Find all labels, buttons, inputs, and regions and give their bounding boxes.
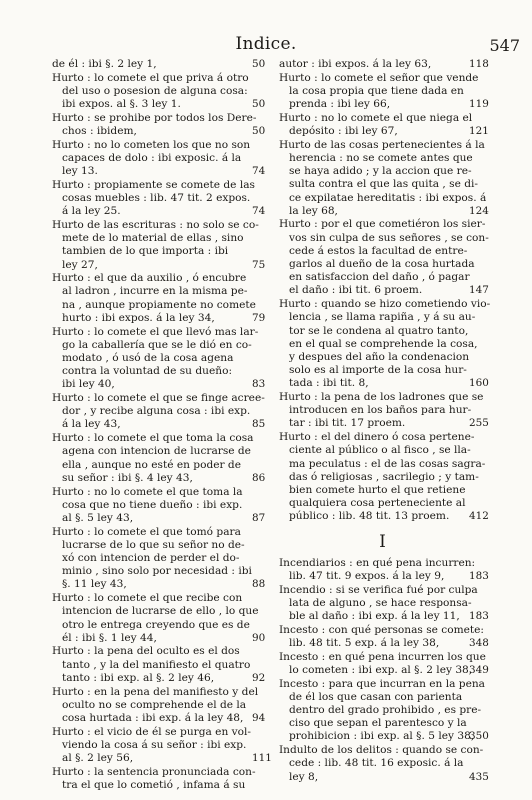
entry-text: lencia , se llama rapiña , y á su au-: [289, 311, 476, 324]
entry-text: prenda : ibi ley 66,: [289, 98, 391, 111]
page-reference: 88: [252, 578, 266, 591]
entry-line: [279, 770, 489, 784]
entry-text: al §. 2 ley 56,: [62, 752, 134, 765]
entry-line: [279, 637, 489, 650]
index-entry: [279, 58, 489, 71]
entry-line: [279, 192, 486, 205]
entry-text: en satisfaccion del daño , ó pagar: [289, 271, 470, 284]
index-entry: [279, 111, 489, 138]
entry-text: Incesto : para que incurran en la pena: [279, 677, 485, 690]
entry-text: tor se le condena al quatro tanto,: [289, 324, 469, 337]
entry-line: [279, 391, 486, 404]
entry-line: [279, 624, 486, 637]
entry-text: lo cometen : ibi exp. al §. 2 ley 38,: [289, 663, 473, 676]
page-reference: 350: [469, 730, 489, 743]
entry-text: Hurto : la sentencia pronunciada con-: [52, 765, 256, 778]
page-reference: 85: [252, 418, 266, 431]
entry-line: [52, 192, 265, 205]
entry-text: autor : ibi expos. á la ley 63,: [279, 58, 432, 70]
entry-line: [279, 364, 486, 377]
index-entry: [52, 766, 265, 792]
entry-text: prohibicion : ibi exp. al §. 5 ley 38,: [289, 730, 475, 743]
entry-line: [279, 458, 486, 471]
entry-text: Hurto : lo comete el que llevó mas lar-: [52, 325, 259, 338]
index-entry: [52, 526, 265, 592]
entry-text: introducen en los baños para hur-: [289, 404, 472, 417]
page-reference: 86: [252, 471, 266, 484]
entry-text: ciso que sepan el parentesco y la: [289, 717, 467, 730]
entry-text: ibi ley 40,: [62, 378, 115, 391]
entry-line: [279, 58, 489, 71]
entry-text: Incesto : en qué pena incurren los que: [279, 650, 486, 663]
entry-line: [279, 484, 486, 497]
entry-text: ble al daño : ibi exp. á la ley 11,: [289, 610, 460, 623]
entry-text: público : lib. 48 tit. 13 proem.: [289, 510, 450, 523]
entry-text: Hurto : no lo comete el que toma la: [52, 485, 243, 498]
index-entry: [52, 326, 265, 392]
index-entry: [279, 650, 489, 677]
entry-line: [52, 752, 272, 765]
index-entry: [279, 583, 489, 624]
entry-text: ley 27,: [62, 258, 98, 271]
entry-text: lata de alguno , se hace responsa-: [289, 596, 472, 609]
entry-line: [279, 125, 489, 138]
entry-text: bien comete hurto el que retiene: [289, 484, 466, 496]
entry-text: Incendio : si se verifica fué por culpa: [279, 583, 478, 596]
page-reference: 83: [252, 378, 266, 391]
entry-line: [52, 699, 265, 712]
index-entries-h-continued: [279, 58, 491, 524]
entry-text: dor , y recibe alguna cosa : ibi exp.: [62, 405, 251, 418]
entry-text: garlos al dueño de la cosa hurtada: [289, 258, 475, 271]
entry-text: lucrarse de lo que su señor no de-: [62, 538, 245, 551]
entry-line: [279, 610, 489, 623]
entry-line: [52, 592, 265, 605]
entry-line: [52, 232, 265, 245]
entry-line: [52, 139, 265, 152]
entry-line: [279, 597, 486, 610]
entry-text: se haya adido ; y la accion que re-: [289, 165, 472, 178]
entry-line: [52, 432, 265, 445]
entry-text: ley 13.: [62, 165, 98, 178]
entry-text: Hurto : no lo cometen los que no son: [52, 138, 251, 151]
entry-text: á la ley 25.: [62, 205, 121, 218]
entry-line: [279, 431, 486, 444]
entry-line: [52, 259, 265, 272]
entry-line: [279, 730, 489, 743]
entry-line: [52, 565, 265, 578]
index-entry: [52, 219, 265, 272]
entry-line: [279, 557, 486, 570]
entry-line: [279, 178, 486, 191]
page-reference: 412: [469, 510, 489, 523]
entry-text: lib. 47 tit. 9 expos. á la ley 9,: [289, 570, 445, 583]
page-reference: 50: [252, 125, 266, 138]
entry-line: [52, 72, 265, 85]
entry-line: [279, 744, 486, 757]
index-entry: [52, 179, 265, 219]
entry-line: [279, 231, 489, 245]
entry-text: su señor : ibi §. 4 ley 43,: [62, 471, 193, 484]
index-entry: [52, 272, 265, 325]
index-entry: [279, 298, 491, 390]
index-entry: [279, 744, 489, 784]
entry-line: [52, 125, 265, 138]
entry-line: [52, 98, 265, 111]
entry-text: Hurto : el que da auxilio , ó encubre: [52, 272, 247, 285]
entry-line: [52, 739, 265, 752]
entry-line: [279, 204, 489, 218]
page-reference: 94: [252, 711, 266, 724]
index-entry: [52, 58, 265, 71]
entry-text: Hurto : se prohibe por todos los Dere-: [52, 111, 257, 124]
index-entry: [279, 391, 489, 431]
entry-text: depósito : ibi ley 67,: [289, 125, 398, 138]
entry-text: lib. 48 tit. 5 exp. á la ley 38,: [289, 637, 440, 650]
entry-line: [52, 299, 265, 312]
entry-line: [52, 632, 265, 645]
entry-text: cede : lib. 48 tit. 16 exposic. á la: [289, 757, 464, 770]
entry-text: cosa que no tiene dueño : ibi exp.: [62, 498, 243, 511]
entry-line: [279, 112, 486, 125]
page-reference: 90: [252, 631, 266, 644]
index-column-right: [279, 58, 491, 784]
entry-text: sulta contra el que las quita , se di-: [289, 178, 478, 191]
index-entry: [279, 623, 489, 650]
entry-text: cede á estos la facultad de entre-: [289, 244, 468, 257]
page-reference: 124: [469, 204, 489, 217]
entry-text: minio , sino solo por necesidad : ibi: [62, 565, 252, 578]
index-entry: [279, 71, 489, 112]
page-reference: 160: [469, 377, 489, 390]
entry-text: al ladron , incurre en la misma pe-: [62, 285, 248, 298]
entry-text: tra el que lo cometió , infama á su: [62, 778, 246, 791]
entry-line: [52, 712, 265, 725]
entry-text: tar : ibi tit. 17 proem.: [289, 417, 406, 430]
entry-text: al §. 5 ley 43,: [62, 511, 134, 524]
entry-text: xó con intencion de perder el do-: [62, 552, 240, 565]
entry-text: Hurto de las escrituras : no solo se co-: [52, 218, 259, 231]
entry-line: [279, 72, 486, 85]
entry-text: Incendiarios : en qué pena incurren:: [279, 556, 476, 569]
entry-line: [279, 404, 486, 417]
entry-line: [52, 378, 265, 391]
entry-line: [279, 678, 486, 691]
entry-line: [52, 539, 265, 552]
entry-text: Hurto : el del dinero ó cosa pertene-: [279, 431, 475, 444]
index-entry: [52, 725, 272, 766]
entry-text: solo es al importe de la cosa hur-: [289, 364, 467, 377]
entry-line: [279, 417, 489, 430]
entry-line: [279, 717, 486, 730]
entry-line: [52, 459, 265, 472]
entry-text: otro le entrega creyendo que es de: [62, 618, 250, 631]
entry-text: de él : ibi §. 2 ley 1,: [52, 58, 157, 70]
index-entry: [52, 432, 265, 485]
entry-line: [279, 245, 486, 258]
entry-text: á la ley 43,: [62, 418, 121, 431]
index-column-left: [52, 58, 272, 793]
entry-text: Hurto : por el que cometiéron los sier-: [279, 218, 486, 231]
entry-line: [52, 445, 265, 458]
entry-text: mete de lo material de ellas , sino: [62, 232, 244, 245]
entry-text: oculto no se comprehende el de la: [62, 698, 247, 711]
entry-line: [52, 352, 265, 365]
page-reference: 87: [252, 511, 266, 524]
entry-text: §. 11 ley 43,: [62, 578, 127, 591]
entry-line: [279, 704, 486, 717]
entry-line: [279, 497, 486, 510]
entry-text: la cosa propia que tiene dada en: [289, 84, 464, 97]
entry-text: Hurto : lo comete el que recibe con: [52, 592, 243, 605]
entry-text: contra la voluntad de su dueño:: [62, 365, 233, 378]
index-entry: [279, 138, 489, 218]
entry-line: [52, 205, 265, 218]
entry-line: [52, 245, 265, 258]
page-reference: 79: [252, 311, 266, 324]
entry-line: [279, 258, 486, 271]
entry-line: [279, 691, 486, 704]
entry-text: hurto : ibi expos. á la ley 34,: [62, 311, 215, 324]
entry-text: modato , ó usó de la cosa agena: [62, 351, 234, 364]
entry-text: Hurto : la pena del oculto es el dos: [52, 645, 240, 658]
index-entry: [52, 486, 265, 526]
index-entry: [52, 112, 265, 138]
page-number: 547: [489, 36, 520, 55]
entry-text: Hurto : lo comete el que se finge acree-: [52, 392, 265, 405]
index-entries-i: [279, 556, 489, 784]
entry-text: ma peculatus : el de las cosas sagra-: [289, 457, 486, 470]
entry-line: [279, 165, 486, 178]
page-reference: 348: [469, 637, 489, 650]
page-header: [0, 34, 532, 56]
entry-text: Hurto : en la pena del manifiesto y del: [52, 685, 259, 698]
entry-line: [52, 552, 265, 565]
entry-text: Hurto : propiamente se comete de las: [52, 178, 255, 191]
entry-text: ley 8,: [289, 770, 319, 783]
entry-text: y despues del año la condenacion: [289, 350, 470, 363]
entry-text: ibi expos. al §. 3 ley 1.: [62, 98, 181, 111]
entry-line: [52, 58, 265, 71]
entry-line: [279, 444, 486, 457]
entry-text: ciente al público o al fisco , se lla-: [289, 444, 471, 457]
page-reference: 183: [469, 570, 489, 583]
entry-text: Hurto : el vicio de él se purga en vol-: [52, 725, 251, 738]
entry-line: [52, 605, 265, 618]
page-reference: 92: [252, 671, 266, 684]
entry-line: [279, 98, 489, 111]
page-reference: 74: [252, 165, 266, 178]
entry-line: [52, 285, 265, 298]
entry-line: [52, 766, 265, 779]
entry-line: [52, 152, 265, 165]
entry-line: [52, 418, 265, 431]
page-reference: 50: [252, 98, 266, 111]
entry-line: [279, 85, 486, 98]
entry-text: él : ibi §. 1 ley 44,: [62, 631, 157, 644]
entry-text: das ó religiosas , sacrilegio ; y tam-: [289, 470, 479, 483]
index-entry: [52, 686, 265, 726]
index-entry: [279, 677, 489, 744]
entry-line: [52, 112, 265, 125]
entry-text: intencion de lucrarse de ello , lo que: [62, 605, 259, 618]
entry-text: cosa hurtada : ibi exp. á la ley 48,: [62, 711, 244, 724]
entry-text: vos sin culpa de sus señores , se con-: [289, 231, 489, 244]
entry-text: Hurto de las cosas pertenecientes á la: [279, 138, 485, 151]
entry-text: del uso o posesion de alguna cosa:: [62, 84, 248, 97]
entry-line: [52, 179, 265, 192]
entry-line: [279, 377, 489, 390]
entry-line: [52, 326, 265, 339]
entry-text: na , aunque propiamente no comete: [62, 298, 256, 311]
entry-text: tada : ibi tit. 8,: [289, 377, 369, 390]
entry-text: go la caballería que se le dió en co-: [62, 338, 252, 351]
entry-line: [52, 486, 265, 499]
index-entry: [52, 645, 265, 685]
entry-text: ella , aunque no esté en poder de: [62, 458, 241, 471]
entry-line: [279, 218, 486, 231]
entry-line: [52, 312, 265, 325]
page-reference: 435: [469, 770, 489, 783]
entry-line: [279, 152, 486, 165]
page-reference: 75: [252, 258, 266, 271]
entry-line: [279, 338, 486, 351]
entry-text: Hurto : lo comete el que priva á otro: [52, 71, 249, 84]
entry-line: [279, 510, 489, 523]
entry-text: herencia : no se comete antes que: [289, 151, 473, 164]
entry-line: [52, 405, 265, 418]
entry-line: [52, 512, 265, 525]
entry-line: [52, 165, 265, 178]
entry-text: en el qual se comprehende la cosa,: [289, 337, 478, 350]
entry-text: Incesto : con qué personas se comete:: [279, 623, 484, 636]
entry-line: [52, 779, 265, 792]
running-title: Indice.: [235, 34, 297, 54]
entry-line: [279, 584, 486, 597]
index-entry: [52, 139, 265, 179]
entry-text: Hurto : lo comete el señor que vende: [279, 71, 479, 84]
index-entry: [279, 218, 489, 297]
entry-text: dentro del grado prohibido , es pre-: [289, 704, 482, 717]
entry-line: [279, 651, 486, 664]
page-reference: 255: [469, 417, 489, 430]
entry-text: la ley 68,: [289, 204, 338, 217]
entry-line: [52, 85, 265, 98]
entry-line: [52, 578, 265, 591]
entry-line: [279, 351, 486, 364]
entry-text: Indulto de los delitos : quando se con-: [279, 744, 484, 757]
page-reference: 349: [469, 663, 489, 676]
index-entry: [52, 392, 265, 432]
entry-text: capaces de dolo : ibi exposic. á la: [62, 151, 242, 164]
entry-text: Hurto : la pena de los ladrones que se: [279, 391, 484, 404]
index-entry: [52, 592, 265, 645]
section-letter: I: [379, 531, 386, 552]
page-reference: 147: [469, 284, 489, 297]
entry-line: [279, 325, 486, 338]
entry-line: [279, 757, 486, 770]
page-reference: 50: [252, 58, 266, 70]
entry-line: [279, 271, 486, 284]
entry-line: [279, 311, 486, 324]
index-entry: [52, 72, 265, 112]
entry-text: tambien de lo que importa : ibi: [62, 245, 229, 258]
entry-line: [279, 471, 486, 484]
entry-text: el daño : ibi tit. 6 proem.: [289, 284, 423, 297]
entry-line: [279, 298, 491, 311]
entry-line: [52, 686, 265, 699]
entry-line: [52, 726, 265, 739]
entry-line: [52, 472, 265, 485]
entry-text: tanto , y la del manifiesto el quatro: [62, 658, 251, 671]
page-reference: 183: [469, 610, 489, 623]
entry-text: Hurto : quando se hizo cometiendo vio-: [279, 298, 491, 311]
entry-line: [52, 619, 265, 632]
page-reference: 121: [469, 125, 489, 138]
entry-line: [279, 139, 486, 152]
entry-line: [52, 219, 265, 232]
entry-text: Hurto : lo comete el que toma la cosa: [52, 432, 254, 445]
entry-text: de él los que casan con parienta: [289, 690, 463, 703]
entry-line: [52, 272, 265, 285]
entry-text: Hurto : lo comete el que tomó para: [52, 525, 241, 538]
index-entry: [279, 431, 489, 523]
entry-text: qualquiera cosa perteneciente al: [289, 497, 466, 510]
entry-line: [52, 645, 265, 658]
page-reference: 118: [469, 58, 489, 70]
entry-line: [52, 672, 265, 685]
entry-text: chos : ibidem,: [62, 125, 137, 138]
entry-line: [52, 499, 265, 512]
index-entry: [279, 556, 489, 583]
entry-line: [52, 526, 265, 539]
entry-line: [52, 392, 265, 405]
entry-text: tanto : ibi exp. al §. 2 ley 46,: [62, 671, 215, 684]
entry-text: Hurto : no lo comete el que niega el: [279, 111, 473, 124]
page-reference: 74: [252, 205, 266, 218]
entry-line: [279, 570, 489, 583]
page-reference: 119: [469, 98, 489, 111]
entry-text: cosas muebles : lib. 47 tit. 2 expos.: [62, 192, 251, 205]
entry-text: viendo la cosa á su señor : ibi exp.: [62, 738, 247, 751]
entry-line: [279, 284, 489, 297]
entry-text: agena con intencion de lucrarse de: [62, 445, 251, 458]
entry-line: [279, 663, 489, 677]
entry-text: ce expilatae hereditatis : ibi expos. á: [289, 191, 487, 204]
entry-line: [52, 339, 265, 352]
entry-line: [52, 365, 265, 378]
page-reference: 111: [252, 752, 272, 765]
entry-line: [52, 659, 265, 672]
